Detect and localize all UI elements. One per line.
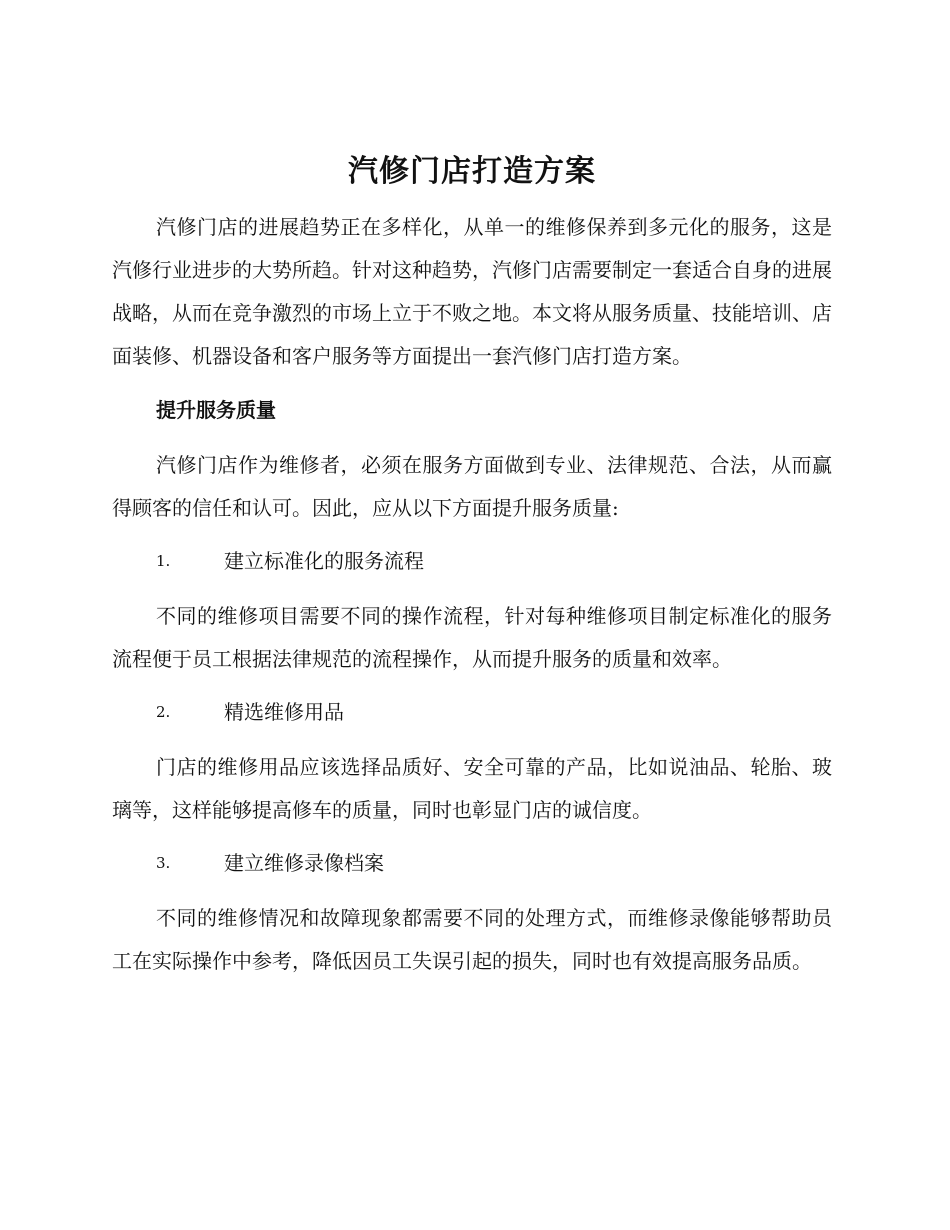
list-number: 1.: [156, 552, 171, 570]
list-item-2: [112, 691, 832, 734]
list-number: 2.: [156, 703, 171, 721]
section-paragraph: 汽修门店作为维修者，必须在服务方面做到专业、法律规范、合法，从而赢得顾客的信任和认可。因此，应从以下方面提升服务质量:: [112, 453, 832, 520]
list-item-3: [112, 842, 832, 885]
intro-paragraph: 汽修门店的进展趋势正在多样化，从单一的维修保养到多元化的服务，这是汽修行业进步的大势所趋。针对这种趋势，汽修门店需要制定一套适合自身的进展战略，从而在竞争激烈的市场上立于不败之地。本文将从服务质量、技能培训、店面装修、机器设备和客户服务等方面提出一套汽修门店打造方案。: [112, 215, 832, 368]
list-item-1: [112, 540, 832, 583]
section-heading: 提升服务质量: [156, 398, 276, 422]
list-item-title: 建立维修录像档案: [224, 851, 384, 875]
document-page: [112, 148, 832, 983]
list-number: 3.: [156, 854, 171, 872]
document-title: 汽修门店打造方案: [348, 154, 596, 189]
list-item-title: 建立标准化的服务流程: [224, 549, 424, 573]
list-item-body: 门店的维修用品应该选择品质好、安全可靠的产品，比如说油品、轮胎、玻璃等，这样能够提高修车的质量，同时也彰显门店的诚信度。: [112, 755, 832, 822]
list-item-body: 不同的维修情况和故障现象都需要不同的处理方式，而维修录像能够帮助员工在实际操作中参考，降低因员工失误引起的损失，同时也有效提高服务品质。: [112, 906, 832, 973]
list-item-title: 精选维修用品: [224, 700, 344, 724]
list-item-body: 不同的维修项目需要不同的操作流程，针对每种维修项目制定标准化的服务流程便于员工根据法律规范的流程操作，从而提升服务的质量和效率。: [112, 604, 832, 671]
